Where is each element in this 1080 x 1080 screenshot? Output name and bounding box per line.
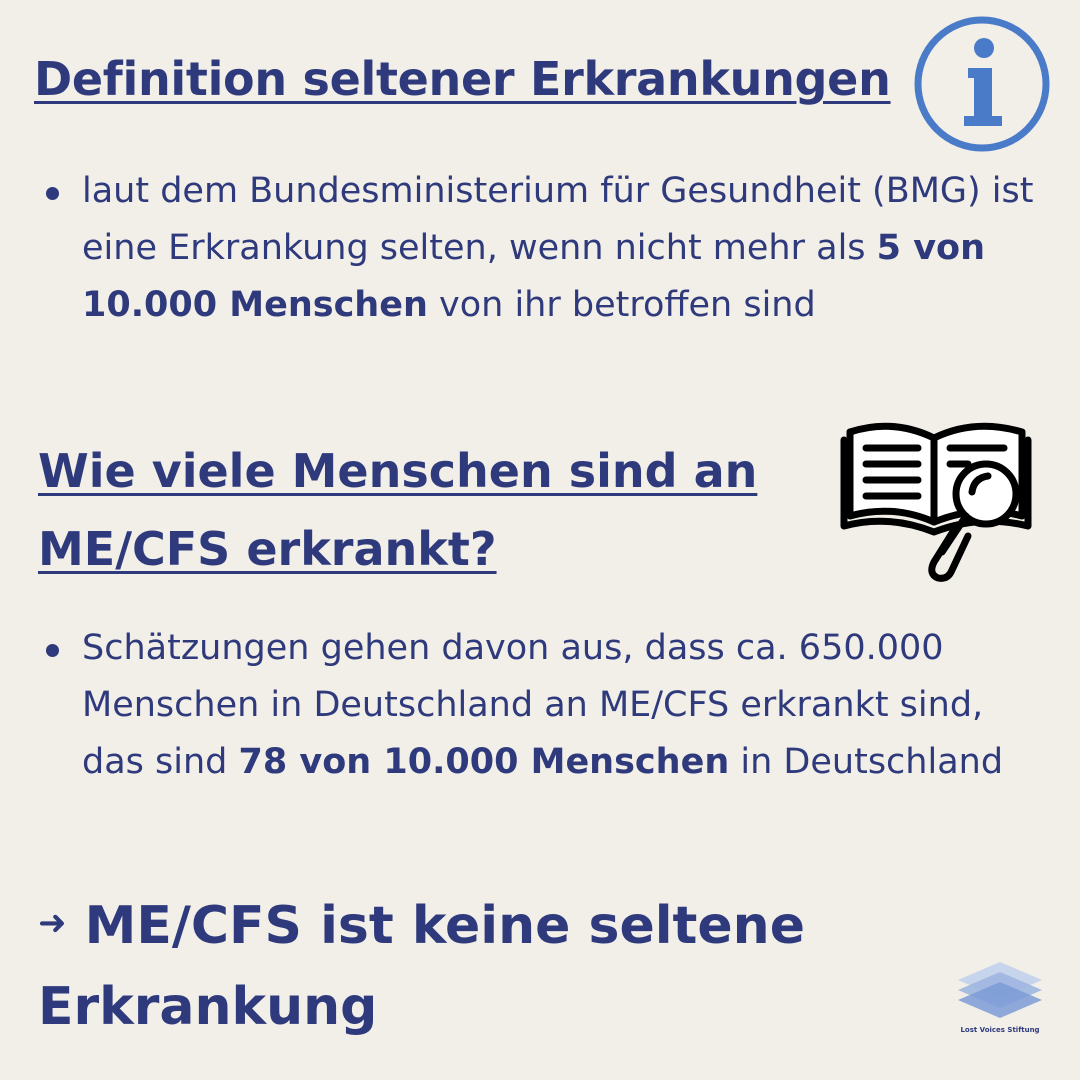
bold-statistic: 5 von 10.000 Menschen [82, 228, 985, 325]
bullet-dot [46, 644, 59, 657]
bold-statistic: 78 von 10.000 Menschen [238, 742, 730, 782]
info-icon [912, 14, 1052, 154]
arrow-icon: ➜ [38, 903, 67, 943]
conclusion-text: ME/CFS ist keine seltene Erkrankung [38, 896, 805, 1037]
bullet-dot [46, 187, 59, 200]
logo-text: Lost Voices Stiftung [960, 1026, 1040, 1034]
logo [950, 960, 1050, 1050]
bullet-text: laut dem Bundesministerium für Gesundheit (BMG) ist eine Erkrankung selten, wenn nicht mehr als 5 von 10.000 Menschen von ihr betroffen sind [82, 171, 1034, 325]
logo-mark [950, 960, 1050, 1024]
heading-definition: Definition seltener Erkrankungen [34, 52, 891, 106]
bullet-text: Schätzungen gehen davon aus, dass ca. 650.000 Menschen in Deutschland an ME/CFS erkrankt sind, das sind 78 von 10.000 Menschen in Deutschland [82, 628, 1004, 782]
book-magnifier-icon [838, 412, 1034, 592]
bullet-prevalence [46, 620, 1036, 791]
bullet-definition [46, 163, 1036, 334]
conclusion-statement [38, 887, 858, 1046]
heading-prevalence: Wie viele Menschen sind an ME/CFS erkrankt? [38, 444, 758, 576]
